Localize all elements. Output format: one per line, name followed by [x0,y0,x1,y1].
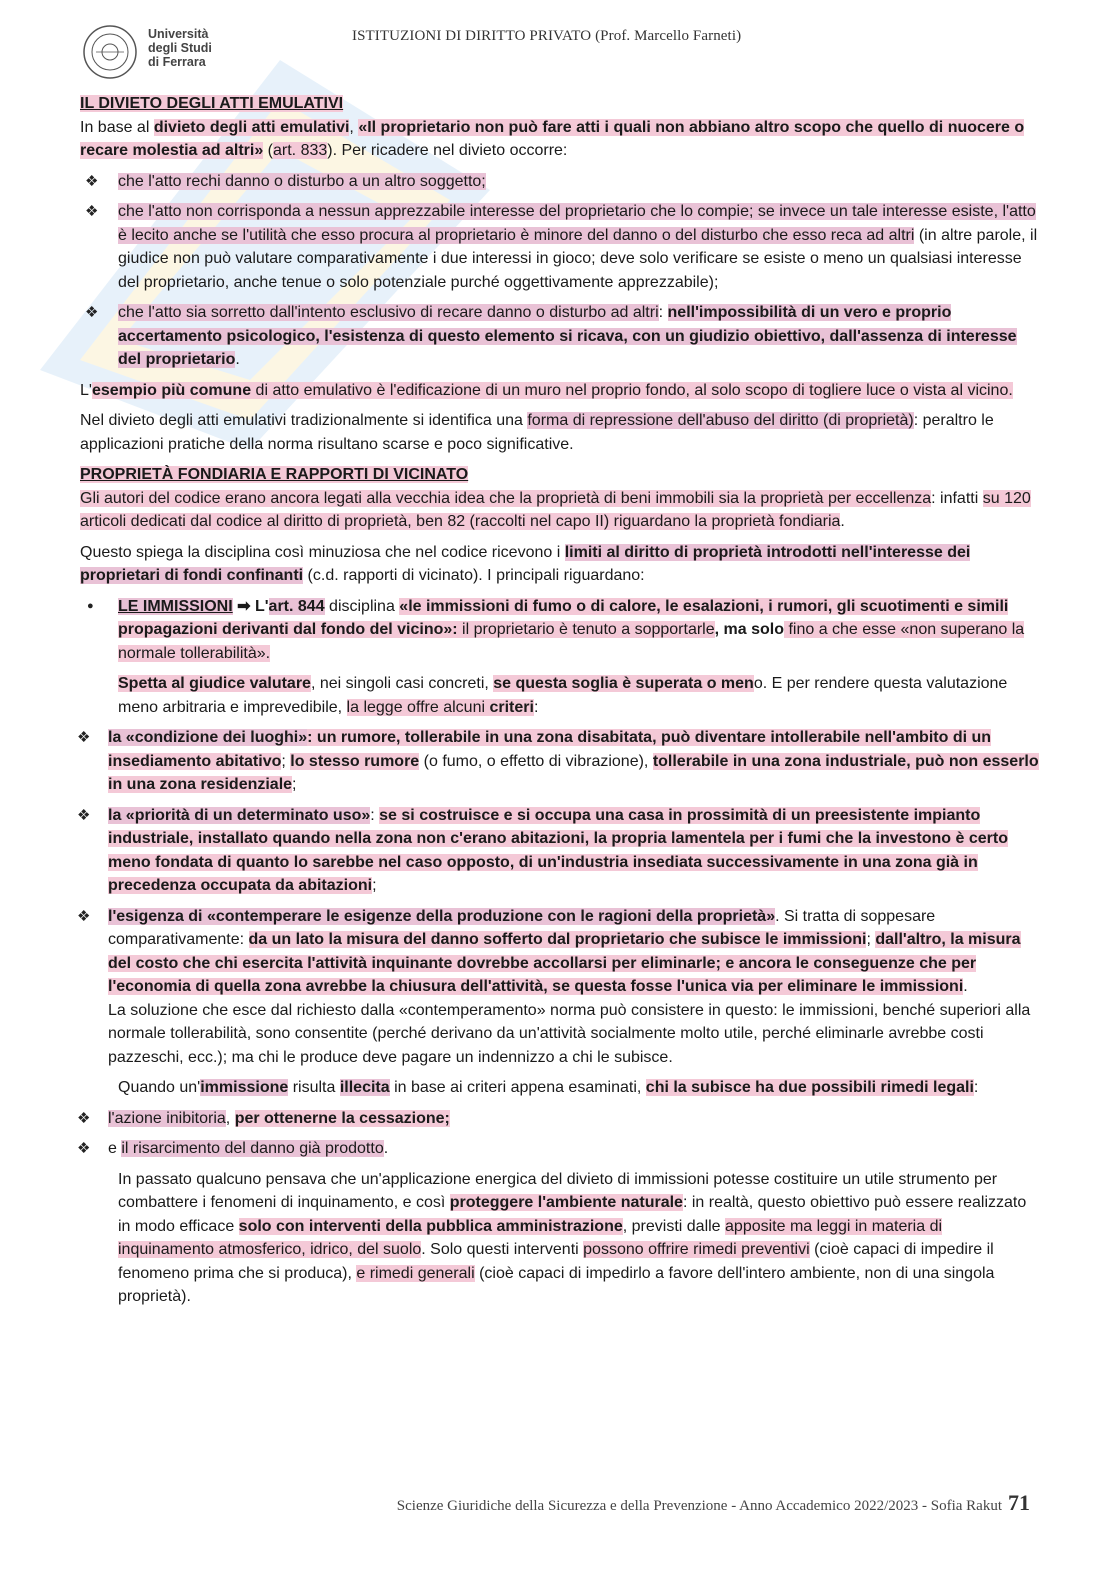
heading-text: PROPRIETÀ FONDIARIA E RAPPORTI DI VICINATO [80,466,469,483]
footer-text: Scienze Giuridiche della Sicurezza e della Prevenzione - Anno Accademico 2022/2023 - Sofia Rakut [396,1498,1002,1514]
section-heading [80,463,1040,487]
main-content [80,92,1040,1316]
university-line: di Ferrara [148,55,206,69]
paragraph: Spetta al giudice valutare, nei singoli casi concreti, se questa soglia è superata o meno. E per rendere questa valutazione meno arbitraria e imprevedibile, la legge offre alcuni criteri: [118,675,1008,716]
condition-list [80,170,1040,372]
list-item: ❖ che l'atto sia sorretto dall'intento esclusivo di recare danno o disturbo ad altri: nell'impossibilità di un vero e proprio accertamento psicologico, l'esistenza di questo elemento si ricava, con un giudizio obiettivo, dall'assenza di interesse del proprietario. [80,301,1040,372]
paragraph: Gli autori del codice erano ancora legati alla vecchia idea che la proprietà di beni immobili sia la proprietà per eccellenza: infatti su 120 articoli dedicati dal codice al diritto di proprietà, ben 82 (raccolti nel capo II) riguardano la proprietà fondiaria. [80,489,1031,530]
page-number: 71 [1008,1490,1030,1515]
section-heading [80,92,1040,116]
list-item: ● LE IMMISSIONI ➡ L'art. 844 disciplina «le immissioni di fumo o di calore, le esalazioni, i rumori, gli scuotimenti e simili propagazioni derivanti dal fondo del vicino»: il proprietario è tenuto a sopportarle, ma solo fino a che esse «non superano la normale tollerabilità». [80,595,1040,666]
list-item: ❖ l'esigenza di «contemperare le esigenze della produzione con le ragioni della proprietà». Si tratta di soppesare comparativamente: da un lato la misura del danno sofferto dal proprietario che subisce le immissioni; dall'altro, la misura del costo che chi esercita l'attività inquinante dovrebbe accollarsi per eliminarle; e ancora le conseguenze che per l'economia di quella zona avrebbe la chiusura dell'attività, se questa fosse l'unica via per eliminare le immissioni. La soluzione che esce dal richiesto dalla «contemperamento» norma può consistere in questo: le immissioni, benché superiori alla normale tollerabilità, sono consentite (perché derivano da un'attività socialmente molto utile, perché eliminarle avrebbe costi pazzeschi, ecc.); ma chi le produce deve pagare un indennizzo a chi le subisce. [80,905,1040,1070]
paragraph: Quando un'immissione risulta illecita in base ai criteri appena esaminati, chi la subisce ha due possibili rimedi legali: [118,1079,979,1096]
list-item: ❖ che l'atto non corrisponda a nessun apprezzabile interesse del proprietario che lo compie; se invece un tale interesse esiste, l'atto è lecito anche se l'utilità che esso procura al proprietario è minore del danno o del disturbo che esso reca ad altri (in altre parole, il giudice non può valutare comparativamente i due interessi in gioco; deve solo verificare se esiste o meno un qualsiasi interesse del proprietario, anche tenue o solo potenziale purché oggettivamente apprezzabile); [80,200,1040,294]
list-item: ❖ la «priorità di un determinato uso»: se si costruisce e si occupa una casa in prossimità di un preesistente impianto industriale, installato quando nella zona non c'erano abitazioni, la propria lamentela per i fumi che la investono è certo meno fondata di quanto lo sarebbe nel caso opposto, di un'industria insediata successivamente in una zona già in precedenza occupata da abitazioni; [80,804,1040,898]
paragraph: Nel divieto degli atti emulativi tradizionalmente si identifica una forma di repressione dell'abuso del diritto (di proprietà): peraltro le applicazioni pratiche della norma risultano scarse e poco significative. [80,412,994,453]
paragraph: In passato qualcuno pensava che un'applicazione energica del divieto di immissioni potesse costituire un utile strumento per combattere i fenomeni di inquinamento, e così proteggere l'ambiente naturale: in realtà, questo obiettivo può essere realizzato in modo efficace solo con interventi della pubblica amministrazione, previsti dalle apposite ma leggi in materia di inquinamento atmosferico, idrico, del suolo. Solo questi interventi possono offrire rimedi preventivi (cioè capaci di impedire il fenomeno prima che si produca), e rimedi generali (cioè capaci di impedirlo a favore dell'intero ambiente, non di una singola proprietà). [118,1170,1027,1305]
paragraph: In base al divieto degli atti emulativi, «Il proprietario non può fare atti i quali non abbiano altro scopo che quello di nuocere o recare molestia ad altri» (art. 833). Per ricadere nel divieto occorre: [80,118,1025,159]
university-line: degli Studi [148,41,212,55]
criteria-list [80,726,1040,1069]
header-title: ISTITUZIONI DI DIRITTO PRIVATO (Prof. Marcello Farneti) [352,28,742,44]
paragraph: Questo spiega la disciplina così minuziosa che nel codice ricevono i limiti al diritto di proprietà introdotti nell'interesse dei proprietari di fondi confinanti (c.d. rapporti di vicinato). I principali riguardano: [80,543,971,584]
heading-text: IL DIVIETO DEGLI ATTI EMULATIVI [80,95,344,112]
list-item: ❖ e il risarcimento del danno già prodotto. [80,1137,1040,1161]
page-footer [397,1490,1030,1516]
list-item: ❖ l'azione inibitoria, per ottenerne la cessazione; [80,1107,1040,1131]
university-seal-icon [82,24,138,80]
list-item: ❖ la «condizione dei luoghi»: un rumore, tollerabile in una zona disabitata, può diventare intollerabile nell'ambito di un insediamento abitativo; lo stesso rumore (o fumo, o effetto di vibrazione), tollerabile in una zona industriale, può non esserlo in una zona residenziale; [80,726,1040,797]
paragraph: L'esempio più comune di atto emulativo è l'edificazione di un muro nel proprio fondo, al solo scopo di togliere luce o vista al vicino. [80,381,1013,399]
university-name [148,27,212,69]
list-item: ❖ che l'atto rechi danno o disturbo a un altro soggetto; [80,170,1040,194]
remedy-list [80,1107,1040,1161]
university-line: Università [148,27,209,41]
